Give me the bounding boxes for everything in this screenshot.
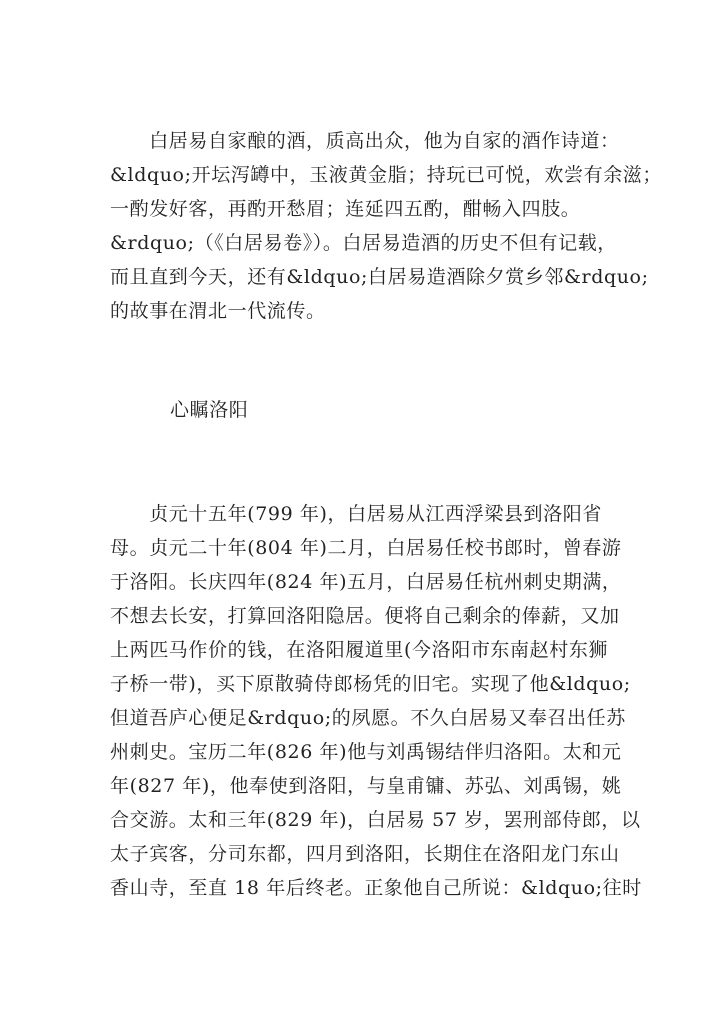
text-line: 年(827 年)，他奉使到洛阳，与皇甫镛、苏弘、刘禹锡，姚 [110,775,622,797]
text-line: 贞元十五年(799 年)，白居易从江西浮梁县到洛阳省 [110,503,602,525]
text-line: &ldquo;开坛泻罇中，玉液黄金脂；持玩已可悦，欢尝有余滋； [110,164,662,186]
text-line: 而且直到今天，还有&ldquo;白居易造酒除夕赏乡邻&rdquo; [110,266,649,288]
text-line: 不想去长安，打算回洛阳隐居。便将自己剩余的俸薪，又加 [110,605,620,627]
text-line: 但道吾庐心便足&rdquo;的夙愿。不久白居易又奉召出任苏 [110,707,626,729]
text-line: 州刺史。宝历二年(826 年)他与刘禹锡结伴归洛阳。太和元 [110,741,622,763]
text-line: 香山寺，至直 18 年后终老。正象他自己所说：&ldquo;往时 [110,877,642,899]
text-line: 于洛阳。长庆四年(824 年)五月，白居易任杭州刺史期满， [110,571,622,593]
text-line: 母。贞元二十年(804 年)二月，白居易任校书郎时，曾春游 [110,537,622,559]
text-line: 上两匹马作价的钱，在洛阳履道里(今洛阳市东南赵村东狮 [110,639,609,661]
paragraph-wine [110,124,662,328]
text-line: 白居易自家酿的酒，质高出众，他为自家的酒作诗道： [110,130,620,152]
text-line: 太子宾客，分司东都，四月到洛阳，长期住在洛阳龙门东山 [110,843,620,865]
section-heading: 心瞩洛阳 [170,399,249,421]
text-line: 的故事在渭北一代流传。 [110,300,326,322]
text-line: 合交游。太和三年(829 年)，白居易 57 岁，罢刑部侍郎，以 [110,809,641,831]
text-line: &rdquo;（《白居易卷》）。白居易造酒的历史不但有记载， [110,232,617,254]
paragraph-luoyang [110,497,642,905]
text-line: 子桥一带)，买下原散骑侍郎杨凭的旧宅。实现了他&ldquo; [110,673,631,695]
text-line: 一酌发好客，再酌开愁眉；连延四五酌，酣畅入四肢。 [110,198,581,220]
